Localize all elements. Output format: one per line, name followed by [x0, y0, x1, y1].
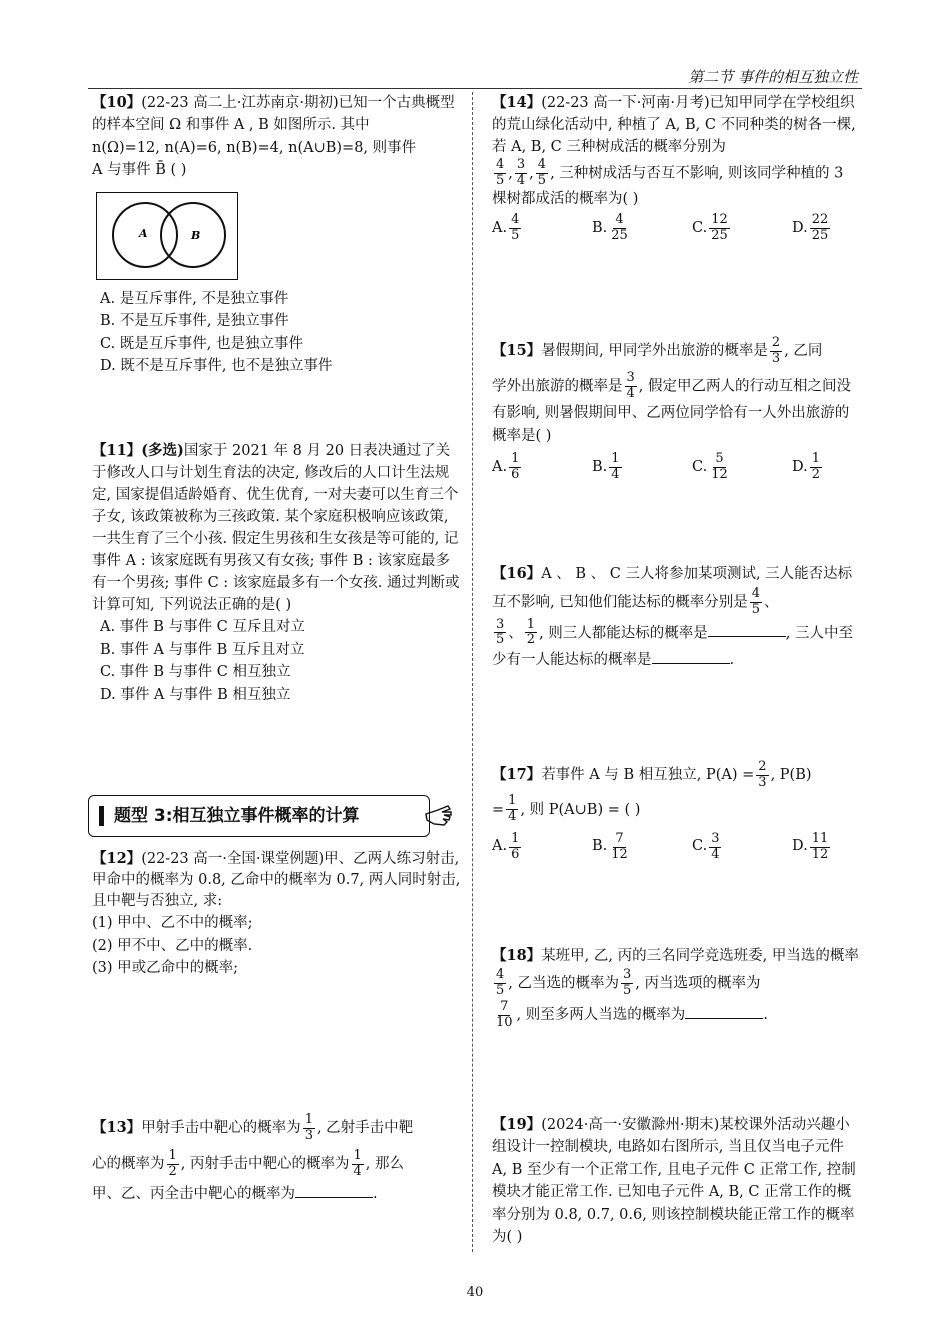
- q17-ob-label: B.: [592, 838, 608, 855]
- q12-part-2: (2) 甲不中、乙中的概率.: [92, 937, 253, 954]
- q11-option-a: A. 事件 B 与事件 C 互斥且对立: [100, 619, 305, 636]
- q15-f2-den: 4: [626, 385, 635, 401]
- q15-oc-num: 5: [715, 450, 724, 466]
- q15-oa-num: 1: [511, 450, 520, 466]
- q11-option-d: D. 事件 A 与事件 B 相互独立: [100, 686, 291, 703]
- q17-ob-num: 7: [615, 830, 624, 846]
- q14-oc-label: C.: [692, 219, 708, 236]
- q15-oc-frac: [709, 452, 730, 483]
- venn-label-b: B: [191, 229, 201, 242]
- q14-ob-frac: [609, 213, 630, 244]
- venn-label-a: A: [139, 227, 148, 240]
- q16-fraction-1: [750, 587, 762, 618]
- q14-ob-den: 25: [611, 228, 628, 244]
- q14-oc-frac: [709, 213, 730, 244]
- q18-text-1: 某班甲, 乙, 丙的三名同学竞选班委, 甲当选的概率: [541, 948, 859, 964]
- q14-fa-den: 5: [496, 173, 505, 189]
- q15-option-a: [492, 452, 592, 483]
- q14-oa-frac: [509, 213, 521, 244]
- q15-od-den: 2: [811, 466, 820, 482]
- q18-fraction-3: [494, 1000, 515, 1031]
- pointing-hand-icon: [424, 800, 454, 837]
- q15-text-1: 暑假期间, 甲同学外出旅游的概率是: [541, 343, 768, 359]
- q10-question: A 与事件 B̄ ( ): [92, 162, 187, 179]
- q18-f1-den: 5: [496, 983, 505, 999]
- q14-od-label: D.: [792, 219, 808, 236]
- q13-text-2: , 乙射手击中靶: [316, 1120, 414, 1136]
- q18-fraction-2: [621, 968, 633, 999]
- q15-number: 【15】: [492, 342, 542, 359]
- venn-diagram: [96, 192, 238, 280]
- section-title: 题型 3:相互独立事件概率的计算: [114, 805, 360, 826]
- q17-text-2: , P(B): [770, 767, 812, 783]
- q14-option-a: [492, 213, 592, 244]
- q15-oa-frac: [509, 452, 521, 483]
- q11-option-c: C. 事件 B 与事件 C 相互独立: [100, 664, 291, 681]
- q16-f3-den: 2: [526, 632, 536, 648]
- q13-f1-num: 1: [304, 1111, 313, 1127]
- q15-option-d: [792, 452, 852, 483]
- q16-fraction-3: [525, 618, 537, 649]
- q13-fraction-2: [167, 1149, 179, 1180]
- page-number: 40: [466, 1285, 484, 1300]
- q18-number: 【18】: [492, 947, 542, 964]
- q13-f3-num: 1: [353, 1147, 362, 1163]
- q16-number: 【16】: [492, 565, 542, 582]
- q17-oa-frac: [509, 832, 521, 863]
- q15-text-2: , 乙同: [784, 343, 823, 359]
- q14-od-frac: [810, 213, 831, 244]
- q16-f2-num: 3: [496, 616, 505, 632]
- q14-option-d: [792, 213, 852, 244]
- q17-f2-den: 4: [508, 809, 517, 825]
- q17-oa-num: 1: [511, 830, 520, 846]
- q14-ob-num: 4: [615, 212, 624, 228]
- q12-part-1: (1) 甲中、乙不中的概率;: [92, 915, 253, 932]
- q14-oa-num: 4: [511, 212, 520, 228]
- q17-f2-num: 1: [508, 793, 517, 809]
- q13-text-6: 甲、乙、丙全击中靶心的概率为: [92, 1185, 295, 1202]
- q13-f2-num: 1: [168, 1147, 177, 1163]
- q15-od-num: 1: [811, 450, 820, 466]
- q16-text-3: 、: [508, 624, 523, 641]
- q10-option-a: A. 是互斥事件, 不是独立事件: [100, 291, 289, 307]
- q13-f1-den: 3: [304, 1127, 313, 1143]
- page-header: 第二节 事件的相互独立性: [688, 68, 858, 86]
- question-10: [92, 92, 462, 182]
- section-banner: [88, 795, 430, 837]
- q18-f2-num: 3: [623, 967, 632, 983]
- q17-fraction-1: [756, 760, 768, 791]
- q14-fb-num: 3: [516, 157, 526, 173]
- q17-option-d: [792, 832, 852, 863]
- q14-oc-den: 25: [711, 228, 728, 244]
- q17-ob-frac: [609, 832, 630, 863]
- q17-oa-label: A.: [492, 838, 508, 855]
- banner-bar: [99, 806, 104, 826]
- q14-frac-b: [515, 158, 527, 189]
- q15-f1-num: 2: [771, 334, 781, 350]
- q13-text-1: 甲射手击中靶心的概率为: [141, 1120, 301, 1136]
- q17-option-a: [492, 832, 592, 863]
- q10-options: [100, 288, 470, 378]
- q18-text-2: , 乙当选的概率为: [508, 975, 619, 992]
- q17-od-den: 12: [811, 846, 829, 862]
- q15-f2-num: 3: [626, 369, 635, 385]
- q10-option-c: C. 既是互斥事件, 也是独立事件: [100, 335, 304, 352]
- q18-f3-num: 7: [500, 998, 509, 1014]
- q17-options: [492, 832, 862, 863]
- q14-options: [492, 213, 862, 244]
- q16-f1-den: 5: [751, 601, 760, 617]
- q15-text-3: 学外出旅游的概率是: [492, 378, 623, 395]
- question-12: [92, 848, 462, 979]
- q19-stem: (2024·高一·安徽滁州·期末)某校课外活动兴趣小组设计一控制模块, 电路如右图所示, 当且仅当电子元件 A, B 至少有一个正常工作, 且电子元件 C 正常工作, 控制模块才能正常工作. 已知电子元件 A, B, C 正常工作的概率分别为 0.8, 0.7, 0.6, 则该控制模块能正常工作的概率为( ): [492, 1117, 856, 1246]
- header-rule: [88, 88, 862, 89]
- q14-fc-den: 5: [537, 173, 547, 189]
- q14-ob-label: B.: [592, 219, 608, 236]
- q15-ob-den: 4: [611, 466, 620, 482]
- q11-stem: 国家于 2021 年 8 月 20 日表决通过了关于修改人口与计划生育法的决定, 修改后的人口计生法规定, 国家提倡适龄婚育、优生优育, 一对夫妻可以生育三个子女, 该政策被称为三孩政策. 某个家庭积极响应该政策, 一共生育了三个小孩. 假定生男孩和生女孩是等可能的, 记事件 A : 该家庭既有男孩又有女孩; 事件 B : 该家庭最多有一个男孩; 事件 C : 该家庭最多有一个女孩. 通过判断或计算可知, 下列说法正确的是( ): [92, 443, 460, 614]
- q16-text-1: A 、 B 、 C 三人将参加某项测试, 三人能否达标互不影响, 已知他们能达标的概率分别是: [492, 566, 853, 611]
- q18-f2-den: 5: [623, 983, 632, 999]
- q14-frac-c: [536, 158, 548, 189]
- q14-number: 【14】: [492, 94, 542, 111]
- q14-stem: (22-23 高一下·河南·月考)已知甲同学在学校组织的荒山绿化活动中, 种植了 A, B, C 不同种类的树各一棵, 若 A, B, C 三种树成活的概率分别为: [492, 95, 856, 155]
- q17-oc-label: C.: [692, 838, 708, 855]
- question-18: 【18】某班甲, 乙, 丙的三名同学竞选班委, 甲当选的概率 $\frac{4}{5}$ , 乙当选的概率为 $\frac{3}{5}$ , 丙当选项的概率为 $\frac{7}{10}$ , 则至多两人当选的概率为 .: [492, 947, 859, 1030]
- q13-text-3: 心的概率为: [92, 1156, 165, 1173]
- q18-fraction-1: [494, 968, 506, 999]
- q15-fraction-1: [770, 336, 782, 367]
- q16-f3-num: 1: [526, 616, 536, 632]
- q15-ob-frac: [609, 452, 621, 483]
- q10-number: 【10】: [92, 94, 142, 111]
- q15-oc-den: 12: [711, 466, 728, 482]
- q19-number: 【19】: [492, 1116, 542, 1133]
- q17-fraction-2: [506, 794, 518, 825]
- question-14: 【14】(22-23 高一下·河南·月考)已知甲同学在学校组织的荒山绿化活动中, 种植了 A, B, C 不同种类的树各一棵, 若 A, B, C 三种树成活的概率分别为 $\frac{4}{5}$ , $\frac{3}{4}$ , $\frac{4}{5}$ , 三种树成活与否互不影响, 则该同学种植的 3 棵树都成活的概率为( ) A. $\frac{4}{5}$ B. $\frac{4}{25}$ C. $\frac{12}{25}$ D. $\frac{22}{25}$: [492, 92, 862, 244]
- q17-oa-den: 6: [511, 846, 520, 862]
- q15-oc-label: C.: [692, 458, 708, 475]
- question-17: [492, 758, 862, 862]
- q16-answer-blank-1[interactable]: [708, 622, 786, 637]
- q17-number: 【17】: [492, 766, 542, 783]
- q16-f1-num: 4: [751, 585, 760, 601]
- q10-option-d: D. 既不是互斥事件, 也不是独立事件: [100, 358, 333, 375]
- q16-text-2: 、: [764, 594, 779, 611]
- q15-f1-den: 3: [771, 350, 781, 366]
- q13-f3-den: 4: [353, 1163, 362, 1179]
- q13-f2-den: 2: [168, 1163, 177, 1179]
- q13-text-4: , 丙射手击中靶心的概率为: [180, 1156, 350, 1173]
- q10-condition: n(Ω)=12, n(A)=6, n(B)=4, n(A∪B)=8, 则事件: [92, 139, 417, 156]
- q15-ob-num: 1: [611, 450, 620, 466]
- q17-text-1: 若事件 A 与 B 相互独立, P(A) =: [541, 767, 755, 783]
- q17-f1-den: 3: [758, 774, 767, 790]
- q14-stem-2: , 三种树成活与否互不影响, 则该同学种植的 3 棵树都成活的概率为( ): [492, 165, 844, 208]
- q16-text-5: , 三人中至少有一人能达标的概率是: [492, 624, 853, 669]
- q17-text-4: , 则 P(A∪B) = ( ): [520, 801, 641, 818]
- question-16: 【16】A 、 B 、 C 三人将参加某项测试, 三人能否达标互不影响, 已知他们能达标的概率分别是 $\frac{4}{5}$ 、 $\frac{3}{5}$ 、 $\frac{1}{2}$ , 则三人都能达标的概率是 , 三人中至少有一人能达标的概率是 .: [492, 565, 853, 669]
- q12-stem: (22-23 高一·全国·课堂例题)甲、乙两人练习射击, 甲命中的概率为 0.8, 乙命中的概率为 0.7, 两人同时射击, 且中靶与否独立, 求:: [92, 851, 461, 910]
- q10-option-b: B. 不是互斥事件, 是独立事件: [100, 313, 289, 330]
- q10-stem: (22-23 高二上·江苏南京·期初)已知一个古典概型的样本空间 Ω 和事件 A , B 如图所示. 其中: [92, 95, 455, 134]
- q16-f2-den: 5: [496, 632, 505, 648]
- q14-od-num: 22: [811, 212, 829, 228]
- q14-option-c: [692, 213, 792, 244]
- q15-od-label: D.: [792, 458, 808, 475]
- q17-f1-num: 2: [758, 758, 767, 774]
- question-11: [92, 440, 462, 706]
- q18-f3-den: 10: [496, 1014, 513, 1030]
- q11-tag: (多选): [141, 442, 184, 459]
- q17-od-num: 11: [811, 830, 829, 846]
- q18-text-3: , 丙当选项的概率为: [635, 975, 761, 992]
- q16-answer-blank-2[interactable]: [652, 649, 730, 664]
- q14-option-b: [592, 213, 692, 244]
- q12-part-3: (3) 甲或乙命中的概率;: [92, 959, 239, 976]
- q16-text-4: , 则三人都能达标的概率是: [539, 624, 708, 641]
- q15-ob-label: B.: [592, 458, 608, 475]
- q17-option-b: [592, 832, 692, 863]
- q17-text-3: =: [492, 801, 505, 818]
- q15-option-c: [692, 452, 792, 483]
- q13-fraction-1: [303, 1113, 315, 1144]
- q16-fraction-2: [494, 618, 506, 649]
- q18-f1-num: 4: [496, 967, 505, 983]
- question-15: [492, 332, 862, 483]
- q15-od-frac: [810, 452, 822, 483]
- venn-svg: [97, 193, 237, 279]
- q13-answer-blank[interactable]: [295, 1183, 373, 1198]
- q17-oc-den: 4: [711, 846, 720, 862]
- q17-oc-frac: [709, 832, 721, 863]
- q18-text-4: , 则至多两人当选的概率为: [516, 1007, 686, 1024]
- q14-fc-num: 4: [537, 157, 547, 173]
- q14-oc-num: 12: [711, 212, 728, 228]
- q18-answer-blank[interactable]: [685, 1004, 763, 1019]
- q15-text-4: , 假定甲乙两人的行动互相之间没有影响, 则暑假期间甲、乙两位同学恰有一人外出旅游的概率是( ): [492, 378, 851, 444]
- q15-oa-den: 6: [511, 466, 520, 482]
- q14-oa-label: A.: [492, 219, 508, 236]
- q14-od-den: 25: [811, 228, 829, 244]
- q14-frac-a: [494, 158, 506, 189]
- question-19: [492, 1114, 862, 1249]
- q15-options: [492, 452, 862, 483]
- question-13: 【13】甲射手击中靶心的概率为 $\frac{1}{3}$ , 乙射手击中靶 心的概率为 $\frac{1}{2}$ , 丙射手击中靶心的概率为 $\frac{1}{4}$ , 那么 甲、乙、丙全击中靶心的概率为 .: [92, 1111, 414, 1202]
- q12-number: 【12】: [92, 850, 142, 867]
- q11-option-b: B. 事件 A 与事件 B 互斥且对立: [100, 641, 305, 658]
- q17-ob-den: 12: [611, 846, 628, 862]
- q15-fraction-2: [625, 371, 637, 402]
- q15-oa-label: A.: [492, 458, 508, 475]
- q14-oa-den: 5: [511, 228, 520, 244]
- q17-od-label: D.: [792, 838, 808, 855]
- q17-option-c: [692, 832, 792, 863]
- q17-od-frac: [810, 832, 831, 863]
- column-divider: [472, 92, 473, 1252]
- q14-fa-num: 4: [496, 157, 505, 173]
- q13-text-5: , 那么: [365, 1156, 404, 1173]
- q15-option-b: [592, 452, 692, 483]
- q13-number: 【13】: [92, 1119, 142, 1136]
- q14-fb-den: 4: [516, 173, 526, 189]
- q17-oc-num: 3: [711, 830, 720, 846]
- q13-fraction-3: [352, 1149, 364, 1180]
- q11-number: 【11】: [92, 442, 142, 459]
